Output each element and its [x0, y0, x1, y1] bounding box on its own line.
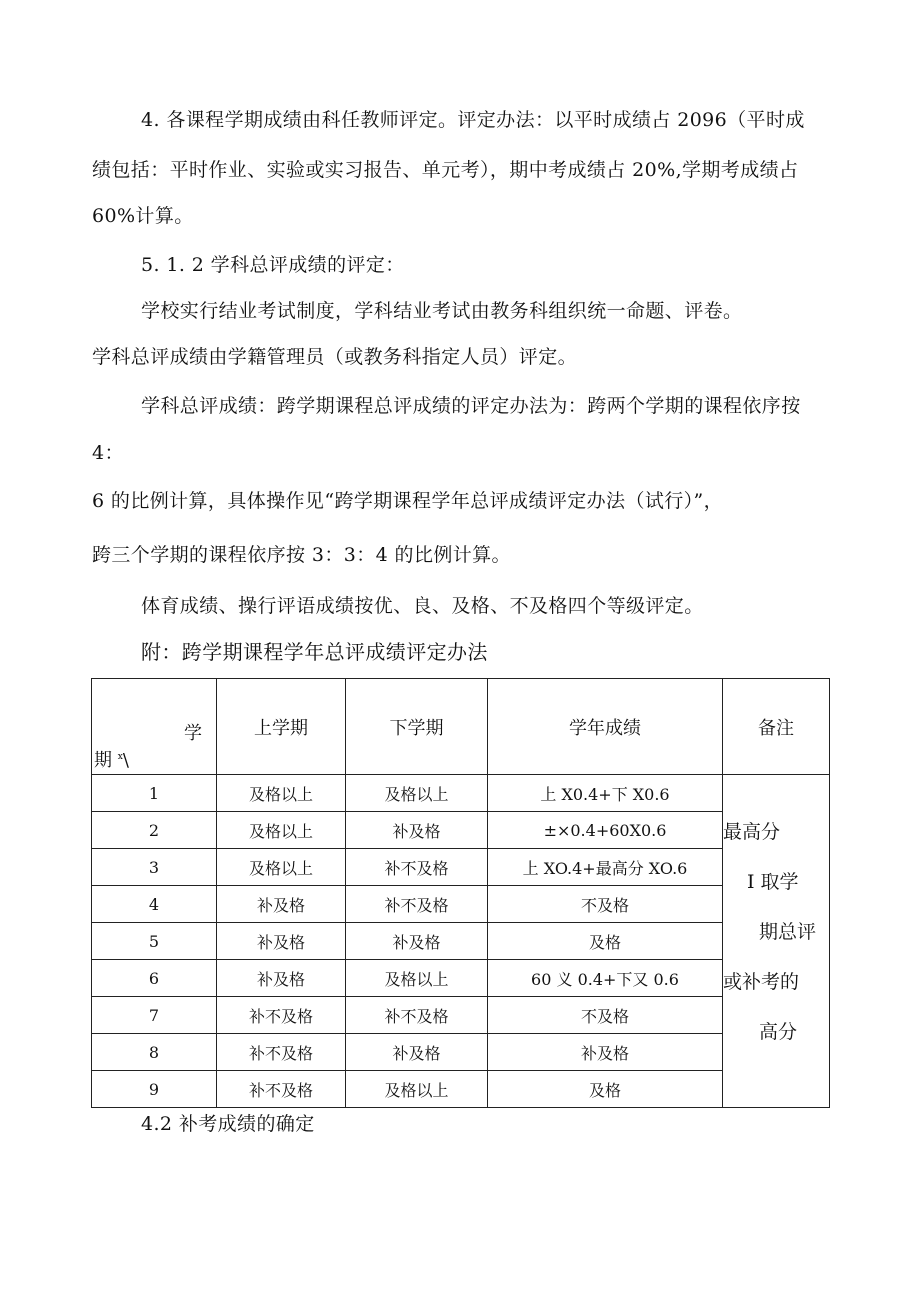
- corner-cell: [92, 679, 217, 775]
- paragraph-cross-term-line-1: 学科总评成绩：跨学期课程总评成绩的评定办法为：跨两个学期的课程依序按: [141, 395, 801, 417]
- paragraph-pe-grades: 体育成绩、操行评语成绩按优、良、及格、不及格四个等级评定。: [141, 595, 704, 617]
- lower-term-cell: 补不及格: [346, 997, 488, 1034]
- paragraph-exam-system: 学校实行结业考试制度，学科结业考试由教务科组织统一命题、评卷。: [141, 300, 743, 322]
- lower-term-cell: 补不及格: [346, 849, 488, 886]
- row-number: 6: [92, 960, 217, 997]
- upper-term-cell: 补及格: [217, 886, 346, 923]
- table-header-row: [92, 679, 830, 775]
- year-grade-cell: 不及格: [488, 997, 723, 1034]
- lower-term-cell: 补及格: [346, 1034, 488, 1071]
- row-number: 2: [92, 812, 217, 849]
- lower-term-cell: 及格以上: [346, 960, 488, 997]
- table-row: [92, 923, 830, 960]
- upper-term-cell: 补及格: [217, 923, 346, 960]
- year-grade-cell: 及格: [488, 1071, 723, 1108]
- row-number: 5: [92, 923, 217, 960]
- paragraph-4-line-3: 60%计算。: [92, 205, 194, 227]
- year-grade-cell: 不及格: [488, 886, 723, 923]
- row-number: 1: [92, 775, 217, 812]
- table-row: [92, 997, 830, 1034]
- upper-term-cell: 补不及格: [217, 1034, 346, 1071]
- paragraph-cross-term-line-3: 6 的比例计算，具体操作见“跨学期课程学年总评成绩评定办法（试行）”，: [92, 490, 724, 512]
- year-grade-cell: ±×0.4+60X0.6: [488, 812, 723, 849]
- year-grade-cell: 补及格: [488, 1034, 723, 1071]
- upper-term-cell: 及格以上: [217, 812, 346, 849]
- remark-line: 最高分: [723, 821, 781, 843]
- lower-term-cell: 及格以上: [346, 1071, 488, 1108]
- header-year-grade: 学年成绩: [488, 679, 723, 775]
- paragraph-three-terms: 跨三个学期的课程依序按 3：3：4 的比例计算。: [92, 544, 511, 566]
- year-grade-cell: 60 义 0.4+下又 0.6: [488, 960, 723, 997]
- row-number: 4: [92, 886, 217, 923]
- table-row: [92, 1071, 830, 1108]
- remark-line: 期总评: [759, 921, 817, 943]
- header-lower-term: 下学期: [346, 679, 488, 775]
- remark-line: 或补考的: [723, 971, 800, 993]
- upper-term-cell: 补及格: [217, 960, 346, 997]
- table-row: [92, 775, 830, 812]
- upper-term-cell: 补不及格: [217, 1071, 346, 1108]
- table-row: [92, 1034, 830, 1071]
- year-grade-cell: 及格: [488, 923, 723, 960]
- header-upper-term: 上学期: [217, 679, 346, 775]
- row-number: 9: [92, 1071, 217, 1108]
- section-heading: 5. 1. 2 学科总评成绩的评定：: [141, 254, 405, 276]
- header-remarks: 备注: [723, 679, 830, 775]
- upper-term-cell: 及格以上: [217, 849, 346, 886]
- remark-line: I 取学: [747, 871, 799, 893]
- table-row: [92, 849, 830, 886]
- corner-label-top: 学: [184, 723, 202, 744]
- table-row: [92, 812, 830, 849]
- lower-term-cell: 补及格: [346, 923, 488, 960]
- paragraph-4-line-1: 4. 各课程学期成绩由科任教师评定。评定办法：以平时成绩占 2096（平时成: [141, 109, 805, 131]
- row-number: 3: [92, 849, 217, 886]
- remarks-cell: [723, 775, 830, 1108]
- row-number: 8: [92, 1034, 217, 1071]
- row-number: 7: [92, 997, 217, 1034]
- paragraph-4-line-2: 绩包括：平时作业、实验或实习报告、单元考），期中考成绩占 20%,学期考成绩占: [92, 159, 799, 181]
- year-grade-cell: 上 X0.4+下 X0.6: [488, 775, 723, 812]
- table-caption: 附：跨学期课程学年总评成绩评定办法: [141, 640, 488, 664]
- lower-term-cell: 补不及格: [346, 886, 488, 923]
- section-footer-heading: 4.2 补考成绩的确定: [141, 1113, 315, 1135]
- paragraph-evaluator: 学科总评成绩由学籍管理员（或教务科指定人员）评定。: [92, 346, 578, 368]
- corner-label-bottom: 期 $^x$\: [94, 750, 129, 771]
- table-row: [92, 960, 830, 997]
- lower-term-cell: 补及格: [346, 812, 488, 849]
- year-grade-cell: 上 XO.4+最高分 XO.6: [488, 849, 723, 886]
- upper-term-cell: 补不及格: [217, 997, 346, 1034]
- paragraph-cross-term-line-2: 4：: [92, 442, 124, 464]
- grade-table: [91, 678, 830, 1108]
- lower-term-cell: 及格以上: [346, 775, 488, 812]
- remark-line: 高分: [759, 1021, 798, 1043]
- upper-term-cell: 及格以上: [217, 775, 346, 812]
- table-row: [92, 886, 830, 923]
